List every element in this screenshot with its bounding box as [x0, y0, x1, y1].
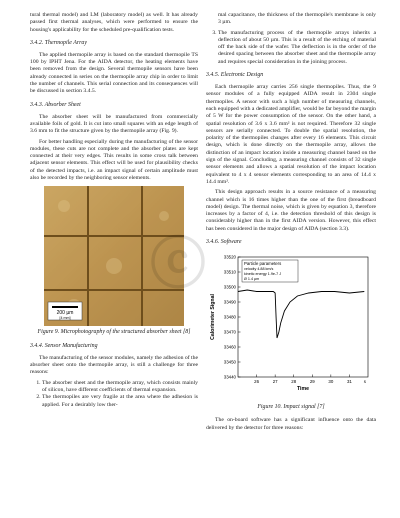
manufacturing-reasons-list: [30, 380, 198, 409]
scale-bar-sublabel: [4 mm]: [59, 316, 71, 321]
y-tick-label: 33510: [223, 269, 236, 275]
absorber-microphotograph: [44, 186, 184, 326]
impact-signal-svg: [206, 251, 374, 401]
paragraph-thermopile: The applied thermopile array is based on the standard thermopile TS 100 by IPHT Jena. For the AIDA detector, the heating elements have been removed from the design. Several thermopile sensors have been already connected in series on the thermopile array chip in order to limit the number of channels. This serial connection and its consequences will be discussed in section 3.4.5.: [30, 51, 198, 95]
figure-9-caption: Figure 9. Microphotography of the structured absorber sheet [8]: [37, 329, 191, 336]
y-tick-label: 33470: [223, 329, 236, 335]
y-tick-label: 33520: [223, 254, 236, 260]
x-tick-label: 26: [254, 379, 260, 385]
y-axis-label: Calorimeter Signal: [210, 294, 216, 340]
x-unit-label: s: [363, 379, 366, 385]
paragraph-absorber-2: For better handling especially during the manufacturing of the sensor modules, these cuts are not complete and the absorber plates are kept connected at their very edges. This results in some cross talk between adjacent sensor elements. This effect will be used for plausibility checks of the detected impacts, i.e. an impact signal of certain amplitude must also be recorded by the neighboring sensor elements.: [30, 138, 198, 182]
list-item: 3. The manufacturing process of the thermopile arrays inherits a deflection of about 50 µm. This is a result of the etching of material off the back side of the wafer. The deflection is in the order of the desired spacing between the absorber sheet and the thermopile array and requires special consideration in the joining process.: [218, 30, 376, 66]
manufacturing-reasons-list-continued: [206, 30, 376, 66]
x-tick-label: 28: [291, 379, 297, 385]
legend-entry: Ø 1.4 µm: [244, 277, 260, 282]
paragraph-manufacturing: The manufacturing of the sensor modules, namely the adhesion of the absorber sheet onto the thermopile array, is still a challenge for three reasons:: [30, 354, 198, 376]
left-column: [30, 12, 198, 412]
impact-signal-chart: [206, 251, 374, 401]
legend-entry: kinetic energy 1.9e-7 J: [244, 272, 282, 277]
list-item: 1. The absorber sheet and the thermopile array, which consists mainly of silicon, have different coefficients of thermal expansion.: [42, 380, 198, 395]
paragraph-software: The on-board software has a significant influence onto the data delivered by the detector for three reasons:: [206, 417, 376, 431]
x-tick-label: 31: [346, 379, 352, 385]
list-item: 2. The thermopiles are very fragile at the area where the adhesion is applied. For a desirably low ther-: [42, 394, 198, 409]
section-heading-absorber-sheet: 3.4.3. Absorber Sheet: [30, 101, 81, 108]
x-axis-label: Time: [296, 386, 310, 393]
paragraph-electronic-2: This design approach results in a source resistance of a measuring channel which is 16 times higher than the one of the first (breadboard model) design. The thermal noise, which is given by equation 3, therefore increases by a factor of 4, i.e. the detection threshold of this design is considerably higher than in the first AIDA version. However, this effect has been considered in the major design of AIDA (section 3.3).: [206, 189, 376, 232]
y-tick-label: 33460: [223, 344, 236, 350]
legend-entry: velocity 4.88 km/s: [244, 267, 274, 272]
paragraph-electronic-1: Each thermopile array carries 256 single thermopiles. Thus, the 9 sensor modules of a fully equipped AIDA result in 2304 single thermopiles. A sensor with such a high number of measuring channels, each equipped with a dedicated amplifier, would be far beyond the margin of 5 W for the power consumption of the sensor. On the other hand, a spatial resolution of 3.6 x 3.6 mm² is not required. Therefore 32 single sensors are serially connected. To double the spatial resolution, the polarity of the thermopiles changes after every 16 elements. This circuit design, which is done directly on the thermopile array, allows the distinction of an impact location inside a measuring channel based on the sign of the signal. Concluding, a measuring channel consists of 32 single sensor elements and allows a spatial resolution of the impact location equivalent to 4 x 4 sensor elements corresponding to an area of 14.4 x 14.4 mm².: [206, 84, 376, 185]
scale-bar-label: 200 µm: [56, 310, 74, 317]
right-column: [206, 12, 376, 435]
list-item-continuation: mal capacitance, the thickness of the thermopile's membrane is only 3 µm.: [218, 12, 376, 26]
y-tick-label: 33490: [223, 299, 236, 305]
x-tick-label: 30: [328, 379, 334, 385]
y-tick-label: 33480: [223, 314, 236, 320]
paragraph: tural thermal model) and LM (laboratory model) as well. It has already passed first thermal analyses, which were performed to ensure the housing's applicability for the scheduled pre-qualification tests.: [30, 12, 198, 33]
y-tick-label: 33500: [223, 284, 236, 290]
figure-10-caption: Figure 10. Impact signal [7]: [257, 404, 325, 411]
microphotograph-image: [44, 186, 184, 326]
y-tick-label: 33450: [223, 359, 236, 365]
x-tick-label: 29: [309, 379, 315, 385]
section-heading-software: 3.4.6. Software: [206, 239, 242, 246]
section-heading-electronic-design: 3.4.5. Electronic Design: [206, 72, 264, 79]
y-tick-label: 33440: [223, 374, 236, 380]
x-tick-label: 27: [272, 379, 278, 385]
paragraph-absorber-1: The absorber sheet will be manufactured from commercially available foils of gold. It is cut into small squares with an edge length of 3.6 mm to fit the structure given by the thermopile array (Fig. 9).: [30, 113, 198, 135]
legend-entry: Particle parameters: [244, 261, 282, 267]
section-heading-sensor-manufacturing: 3.4.4. Sensor Manufacturing: [30, 342, 98, 349]
section-heading-thermopile-array: 3.4.2. Thermopile Array: [30, 39, 87, 46]
